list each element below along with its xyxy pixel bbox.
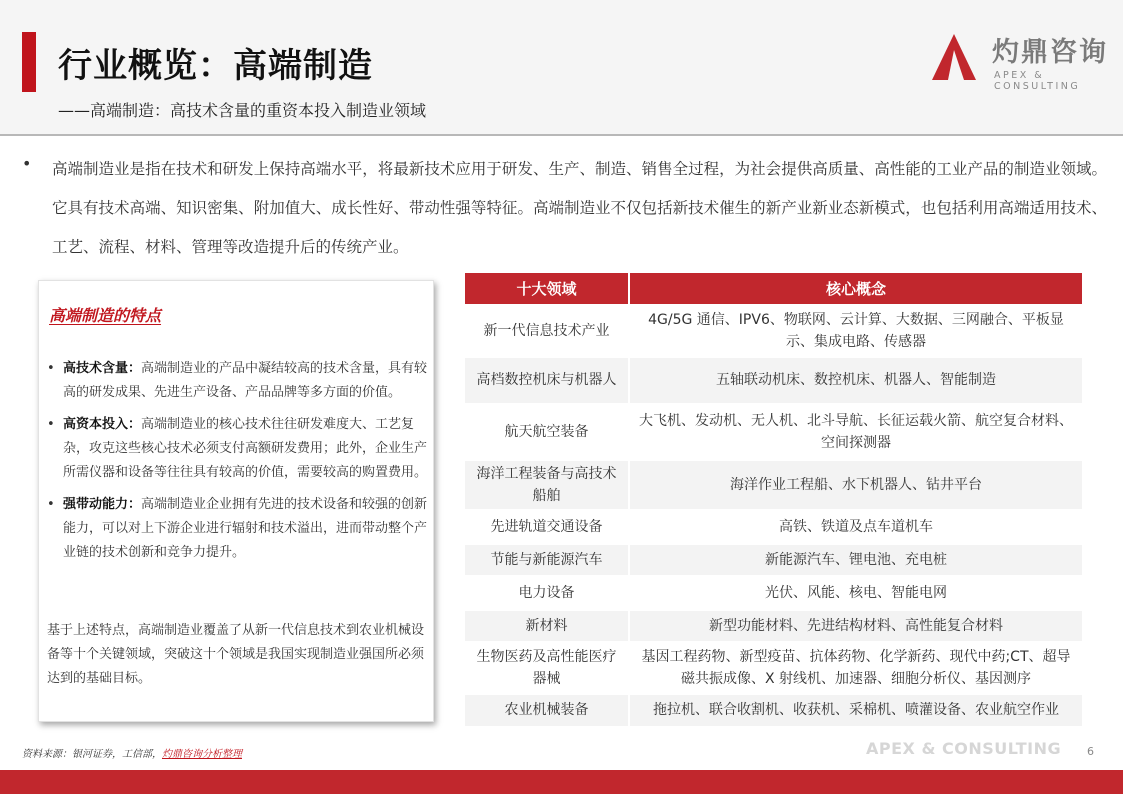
bullet-icon: • [47,497,55,512]
footer-bar [0,770,1123,794]
field-cell: 节能与新能源汽车 [465,543,629,576]
page-number: 6 [1087,745,1094,758]
concept-cell: 大飞机、发动机、无人机、北斗导航、长征运载火箭、航空复合材料、空间探测器 [629,404,1082,459]
feature-text: 高端制造业的产品中凝结较高的技术含量，具有较高的研发成果、先进生产设备、产品品牌等多方面的价值。 [63,361,428,400]
source-note [22,745,242,760]
field-cell: 新一代信息技术产业 [465,305,629,356]
table-row [465,404,1082,459]
field-cell: 先进轨道交通设备 [465,510,629,543]
page-title: 行业概览：高端制造 [58,46,373,86]
field-cell: 生物医药及高性能医疗器械 [465,642,629,693]
footer-watermark: APEX & CONSULTING [866,739,1062,758]
features-box [38,280,434,722]
table-header-row [465,273,1082,305]
source-highlight: 灼鼎咨询分析整理 [162,749,242,760]
concept-cell: 海洋作业工程船、水下机器人、钻井平台 [629,459,1082,510]
feature-item [47,357,429,405]
concept-cell: 高铁、铁道及点车道机车 [629,510,1082,543]
concept-cell: 五轴联动机床、数控机床、机器人、智能制造 [629,356,1082,404]
feature-label: 高资本投入： [63,417,142,432]
header-field: 十大领域 [465,273,629,305]
title-accent-bar [22,32,36,92]
field-cell: 海洋工程装备与高技术船舶 [465,459,629,510]
feature-item [47,493,429,565]
field-cell: 电力设备 [465,576,629,609]
concept-cell: 拖拉机、联合收割机、收获机、采棉机、喷灌设备、农业航空作业 [629,693,1082,726]
concept-cell: 新型功能材料、先进结构材料、高性能复合材料 [629,609,1082,642]
feature-text: 高端制造业的核心技术往往研发难度大、工艺复杂，攻克这些核心技术必须支付高额研发费用；此外，企业生产所需仪器和设备等往往具有较高的价值，需要较高的购置费用。 [63,417,428,480]
logo-chinese-name: 灼鼎咨询 [992,37,1108,68]
bullet-icon: • [47,361,55,376]
table-row [465,305,1082,356]
table-row [465,576,1082,609]
feature-label: 强带动能力： [63,497,142,512]
concept-cell: 基因工程药物、新型疫苗、抗体药物、化学新药、现代中药;CT、超导磁共振成像、X 射线机、加速器、细胞分析仪、基因测序 [629,642,1082,693]
red-triangle-logo-icon [930,32,978,82]
table-row [465,459,1082,510]
concept-cell: 4G/5G 通信、IPV6、物联网、云计算、大数据、三网融合、平板显示、集成电路、传感器 [629,305,1082,356]
feature-label: 高技术含量： [63,361,142,376]
table-row [465,609,1082,642]
field-cell: 航天航空装备 [465,404,629,459]
field-cell: 农业机械装备 [465,693,629,726]
concept-cell: 新能源汽车、锂电池、充电桩 [629,543,1082,576]
fields-table [465,273,1082,726]
table-row [465,543,1082,576]
slide-header [0,0,1123,136]
logo-english-name: APEX & CONSULTING [994,70,1081,92]
intro-text: 高端制造业是指在技术和研发上保持高端水平，将最新技术应用于研发、生产、制造、销售全过程，为社会提供高质量、高性能的工业产品的制造业领域。它具有技术高端、知识密集、附加值大、成长性好、带动性强等特征。高端制造业不仅包括新技术催生的新产业新业态新模式，也包括利用高端适用技术、工艺、流程、材料、管理等改造提升后的传统产业。 [52,160,1107,256]
features-summary: 基于上述特点，高端制造业覆盖了从新一代信息技术到农业机械设备等十个关键领域，突破这十个领域是我国实现制造业强国所必须达到的基础目标。 [47,623,425,686]
header-concept: 核心概念 [629,273,1082,305]
features-title: 高端制造的特点 [49,306,162,325]
bullet-icon: • [22,154,32,173]
field-cell: 新材料 [465,609,629,642]
features-list [47,357,429,573]
bullet-icon: • [47,417,55,432]
source-prefix: 资料来源：银河证券，工信部， [22,749,162,760]
company-logo [930,30,1110,92]
table-row [465,693,1082,726]
field-cell: 高档数控机床与机器人 [465,356,629,404]
concept-cell: 光伏、风能、核电、智能电网 [629,576,1082,609]
table-row [465,510,1082,543]
page-subtitle: ——高端制造：高技术含量的重资本投入制造业领域 [58,101,427,120]
ten-fields-table [465,273,1082,726]
table-row [465,356,1082,404]
table-row [465,642,1082,693]
feature-text: 高端制造业企业拥有先进的技术设备和较强的创新能力，可以对上下游企业进行辐射和技术溢出，进而带动整个产业链的技术创新和竞争力提升。 [63,497,428,560]
feature-item [47,413,429,485]
